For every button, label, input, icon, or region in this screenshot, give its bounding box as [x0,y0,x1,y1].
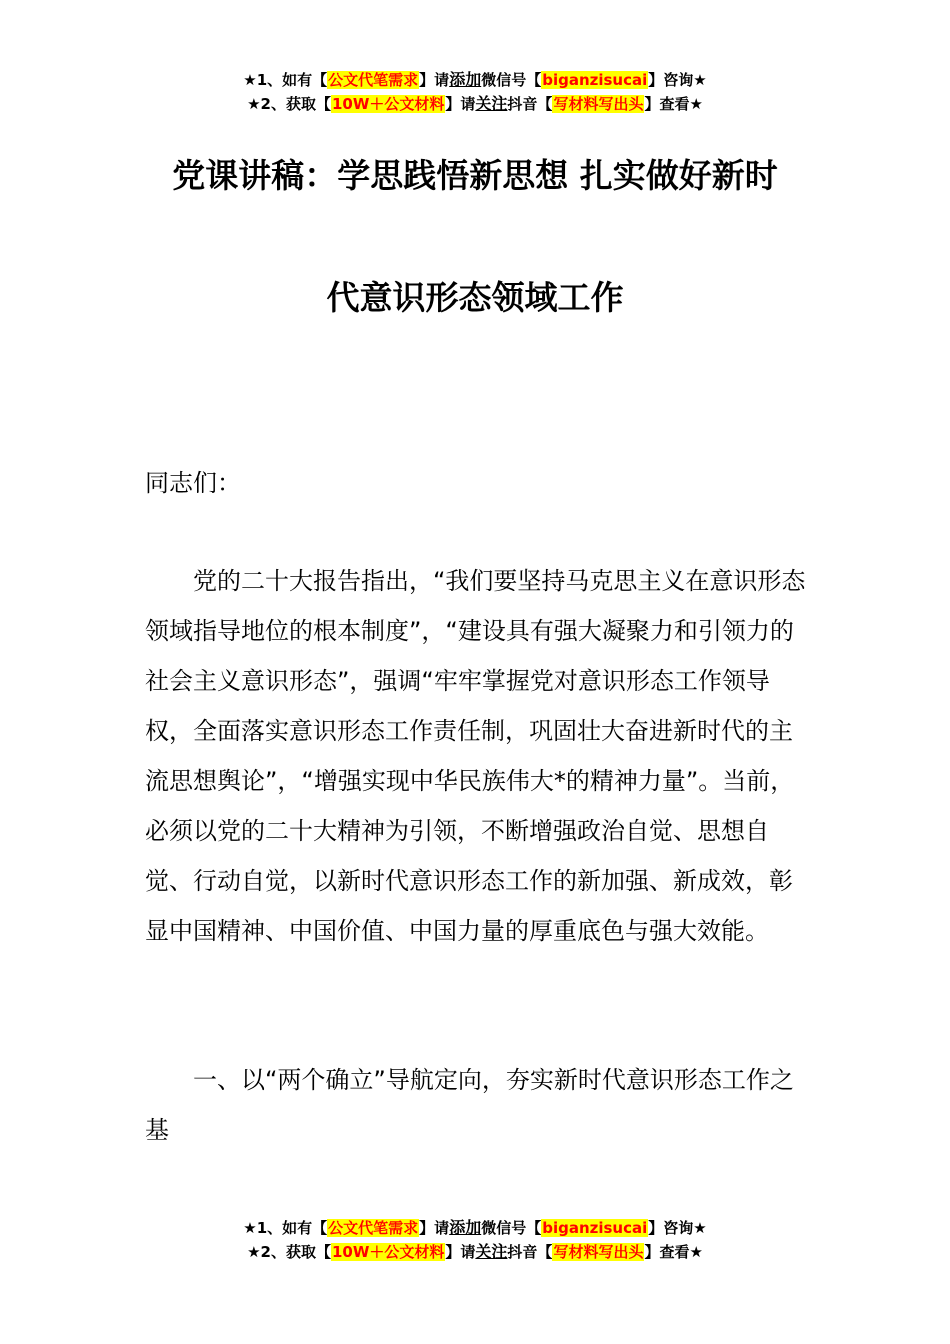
salutation: 同志们： [145,469,241,497]
banner-line-1: ★1、如有【公文代笔需求】请添加微信号【biganzisucai】咨询★ [243,70,707,89]
document-title-line-1: 党课讲稿：学思践悟新思想 扎实做好新时 [172,156,778,195]
highlight-douyin: 写材料写出头 [553,95,644,113]
body-paragraph: 党的二十大报告指出，“我们要坚持马克思主义在意识形态领域指导地位的根本制度”，“建设具有强大凝聚力和引领力的社会主义意识形态”，强调“牢牢掌握党对意识形态工作领导权，全面落实意识形态工作责任制，巩固壮大奋进新时代的主流思想舆论”，“增强实现中华民族伟大*的精神力量”。当前，必须以党的二十大精神为引领，不断增强政治自觉、思想自觉、行动自觉，以新时代意识形态工作的新加强、新成效，彰显中国精神、中国价值、中国力量的厚重底色与强大效能。 [145,567,806,945]
highlight-materials: 10W＋公文材料 [331,1243,445,1261]
highlight-service: 公文代笔需求 [328,1219,419,1237]
banner-line-1: ★1、如有【公文代笔需求】请添加微信号【biganzisucai】咨询★ [243,1218,707,1237]
document-title-line-2: 代意识形态领域工作 [326,278,624,317]
footer-banner [0,1216,950,1264]
highlight-service: 公文代笔需求 [328,71,419,89]
highlight-wechat-id: biganzisucai [542,71,648,89]
banner-line-2: ★2、获取【10W＋公文材料】请关注抖音【写材料写出头】查看★ [247,1242,703,1261]
section-heading: 一、以“两个确立”导航定向，夯实新时代意识形态工作之基 [145,1066,794,1144]
banner-line-2: ★2、获取【10W＋公文材料】请关注抖音【写材料写出头】查看★ [247,94,703,113]
highlight-douyin: 写材料写出头 [553,1243,644,1261]
highlight-wechat-id: biganzisucai [542,1219,648,1237]
highlight-materials: 10W＋公文材料 [331,95,445,113]
header-banner [0,68,950,116]
